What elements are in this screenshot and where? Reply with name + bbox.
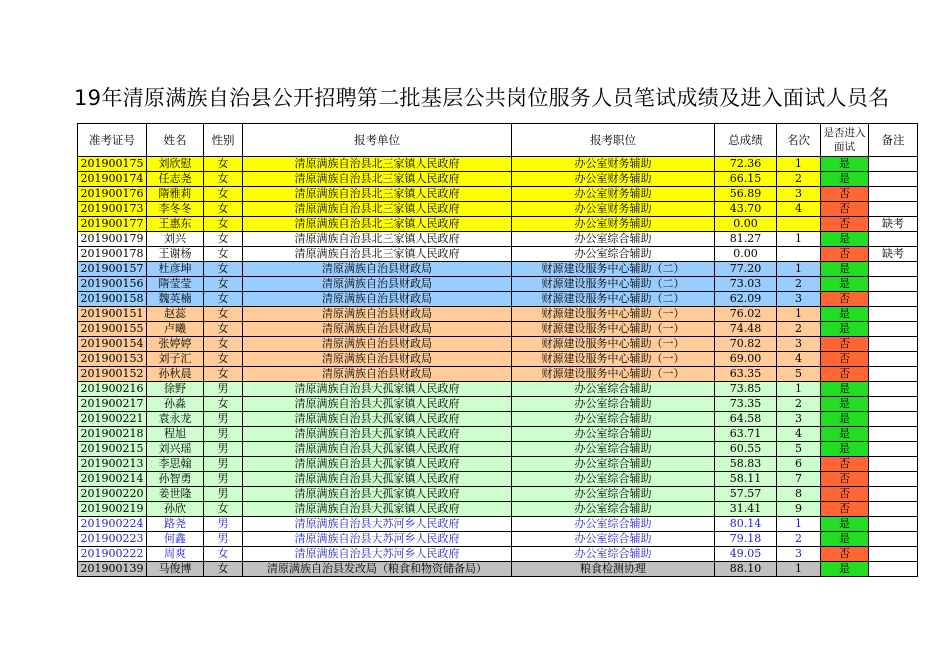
cell-unit: 清原满族自治县大孤家镇人民政府 (243, 382, 512, 397)
cell-rank: 1 (777, 517, 821, 532)
table-row (78, 412, 918, 427)
header-position: 报考职位 (512, 124, 715, 157)
cell-position: 办公室财务辅助 (512, 172, 715, 187)
cell-unit: 清原满族自治县大孤家镇人民政府 (243, 457, 512, 472)
cell-id: 201900173 (78, 202, 147, 217)
cell-unit: 清原满族自治县大苏河乡人民政府 (243, 517, 512, 532)
cell-rank: 4 (777, 202, 821, 217)
cell-score: 81.27 (715, 232, 777, 247)
cell-id: 201900213 (78, 457, 147, 472)
cell-score: 0.00 (715, 247, 777, 262)
cell-interview: 否 (821, 547, 869, 562)
cell-position: 办公室综合辅助 (512, 547, 715, 562)
cell-id: 201900155 (78, 322, 147, 337)
cell-gender: 女 (204, 157, 243, 172)
header-id: 准考证号 (78, 124, 147, 157)
cell-note (869, 262, 918, 277)
cell-gender: 男 (204, 517, 243, 532)
cell-note (869, 187, 918, 202)
table-row (78, 322, 918, 337)
cell-note (869, 547, 918, 562)
cell-interview: 是 (821, 517, 869, 532)
cell-note (869, 517, 918, 532)
table-row (78, 397, 918, 412)
cell-name: 李冬冬 (147, 202, 204, 217)
cell-score: 58.83 (715, 457, 777, 472)
cell-id: 201900220 (78, 487, 147, 502)
cell-name: 徐野 (147, 382, 204, 397)
cell-position: 办公室综合辅助 (512, 397, 715, 412)
cell-rank: 4 (777, 427, 821, 442)
cell-gender: 女 (204, 202, 243, 217)
cell-note (869, 352, 918, 367)
cell-unit: 清原满族自治县大孤家镇人民政府 (243, 397, 512, 412)
cell-interview: 否 (821, 187, 869, 202)
cell-score: 80.14 (715, 517, 777, 532)
cell-name: 赵蕊 (147, 307, 204, 322)
cell-note (869, 442, 918, 457)
table-row (78, 547, 918, 562)
table-row (78, 457, 918, 472)
cell-score: 60.55 (715, 442, 777, 457)
cell-rank: 2 (777, 277, 821, 292)
cell-gender: 女 (204, 247, 243, 262)
cell-unit: 清原满族自治县财政局 (243, 367, 512, 382)
cell-interview: 否 (821, 457, 869, 472)
cell-unit: 清原满族自治县北三家镇人民政府 (243, 232, 512, 247)
cell-interview: 否 (821, 502, 869, 517)
cell-position: 办公室财务辅助 (512, 157, 715, 172)
cell-score: 64.58 (715, 412, 777, 427)
cell-rank: 2 (777, 322, 821, 337)
cell-interview: 否 (821, 352, 869, 367)
cell-interview: 是 (821, 382, 869, 397)
cell-position: 办公室综合辅助 (512, 427, 715, 442)
cell-gender: 男 (204, 532, 243, 547)
cell-gender: 男 (204, 382, 243, 397)
cell-position: 财源建设服务中心辅助（一） (512, 307, 715, 322)
cell-name: 刘兴 (147, 232, 204, 247)
cell-name: 周爽 (147, 547, 204, 562)
cell-interview: 是 (821, 307, 869, 322)
cell-score: 69.00 (715, 352, 777, 367)
cell-unit: 清原满族自治县大孤家镇人民政府 (243, 472, 512, 487)
cell-score: 43.70 (715, 202, 777, 217)
cell-name: 何鑫 (147, 532, 204, 547)
cell-id: 201900156 (78, 277, 147, 292)
cell-id: 201900157 (78, 262, 147, 277)
cell-score: 79.18 (715, 532, 777, 547)
cell-rank: 1 (777, 232, 821, 247)
cell-gender: 男 (204, 442, 243, 457)
cell-position: 办公室综合辅助 (512, 412, 715, 427)
cell-unit: 清原满族自治县大苏河乡人民政府 (243, 532, 512, 547)
cell-rank: 2 (777, 532, 821, 547)
cell-gender: 女 (204, 277, 243, 292)
cell-note (869, 292, 918, 307)
header-name: 姓名 (147, 124, 204, 157)
cell-interview: 否 (821, 367, 869, 382)
header-score: 总成绩 (715, 124, 777, 157)
table-row (78, 367, 918, 382)
cell-score: 63.71 (715, 427, 777, 442)
cell-rank: 3 (777, 292, 821, 307)
cell-gender: 女 (204, 547, 243, 562)
cell-interview: 是 (821, 157, 869, 172)
cell-rank: 7 (777, 472, 821, 487)
cell-position: 办公室综合辅助 (512, 442, 715, 457)
table-row (78, 217, 918, 232)
table-row (78, 472, 918, 487)
cell-rank: 3 (777, 547, 821, 562)
table-row (78, 442, 918, 457)
cell-gender: 女 (204, 502, 243, 517)
cell-interview: 是 (821, 562, 869, 577)
cell-unit: 清原满族自治县大苏河乡人民政府 (243, 547, 512, 562)
cell-interview: 是 (821, 427, 869, 442)
cell-score: 73.85 (715, 382, 777, 397)
cell-note (869, 397, 918, 412)
cell-position: 粮食检测协理 (512, 562, 715, 577)
cell-interview: 是 (821, 412, 869, 427)
cell-name: 李思翰 (147, 457, 204, 472)
cell-name: 隋莹莹 (147, 277, 204, 292)
cell-name: 程旭 (147, 427, 204, 442)
cell-note (869, 472, 918, 487)
cell-rank: 2 (777, 172, 821, 187)
cell-interview: 是 (821, 172, 869, 187)
cell-gender: 女 (204, 307, 243, 322)
cell-gender: 女 (204, 367, 243, 382)
cell-id: 201900177 (78, 217, 147, 232)
cell-name: 路尧 (147, 517, 204, 532)
cell-note (869, 277, 918, 292)
cell-position: 财源建设服务中心辅助（一） (512, 352, 715, 367)
cell-interview: 否 (821, 337, 869, 352)
table-row (78, 292, 918, 307)
cell-name: 孙智勇 (147, 472, 204, 487)
cell-id: 201900221 (78, 412, 147, 427)
cell-score: 74.48 (715, 322, 777, 337)
cell-name: 姜世隆 (147, 487, 204, 502)
cell-position: 办公室综合辅助 (512, 457, 715, 472)
cell-interview: 否 (821, 202, 869, 217)
cell-rank: 5 (777, 367, 821, 382)
cell-name: 王谢杨 (147, 247, 204, 262)
cell-unit: 清原满族自治县大孤家镇人民政府 (243, 427, 512, 442)
cell-gender: 男 (204, 427, 243, 442)
cell-position: 办公室综合辅助 (512, 502, 715, 517)
cell-score: 58.11 (715, 472, 777, 487)
header-rank: 名次 (777, 124, 821, 157)
cell-interview: 是 (821, 532, 869, 547)
cell-position: 办公室综合辅助 (512, 382, 715, 397)
cell-rank: 3 (777, 187, 821, 202)
cell-note (869, 367, 918, 382)
cell-note (869, 157, 918, 172)
cell-gender: 女 (204, 322, 243, 337)
cell-gender: 男 (204, 412, 243, 427)
cell-note (869, 562, 918, 577)
cell-note: 缺考 (869, 247, 918, 262)
cell-name: 孙淼 (147, 397, 204, 412)
table-row (78, 337, 918, 352)
cell-gender: 男 (204, 457, 243, 472)
table-row (78, 352, 918, 367)
cell-unit: 清原满族自治县财政局 (243, 262, 512, 277)
cell-name: 袁永龙 (147, 412, 204, 427)
cell-unit: 清原满族自治县北三家镇人民政府 (243, 217, 512, 232)
cell-note (869, 202, 918, 217)
cell-id: 201900179 (78, 232, 147, 247)
cell-rank (777, 217, 821, 232)
cell-name: 魏英楠 (147, 292, 204, 307)
cell-note (869, 487, 918, 502)
table-row (78, 427, 918, 442)
cell-note: 缺考 (869, 217, 918, 232)
cell-id: 201900139 (78, 562, 147, 577)
cell-name: 任志尧 (147, 172, 204, 187)
cell-interview: 否 (821, 247, 869, 262)
cell-note (869, 337, 918, 352)
cell-score: 0.00 (715, 217, 777, 232)
cell-name: 隋雅莉 (147, 187, 204, 202)
cell-gender: 女 (204, 262, 243, 277)
cell-gender: 男 (204, 472, 243, 487)
cell-id: 201900153 (78, 352, 147, 367)
cell-unit: 清原满族自治县发改局（粮食和物资储备局） (243, 562, 512, 577)
cell-unit: 清原满族自治县北三家镇人民政府 (243, 187, 512, 202)
cell-unit: 清原满族自治县北三家镇人民政府 (243, 157, 512, 172)
cell-position: 财源建设服务中心辅助（一） (512, 322, 715, 337)
cell-gender: 女 (204, 172, 243, 187)
cell-rank: 4 (777, 352, 821, 367)
cell-interview: 是 (821, 277, 869, 292)
cell-note (869, 232, 918, 247)
cell-position: 财源建设服务中心辅助（二） (512, 292, 715, 307)
cell-score: 49.05 (715, 547, 777, 562)
table-row (78, 202, 918, 217)
cell-unit: 清原满族自治县财政局 (243, 292, 512, 307)
cell-interview: 是 (821, 442, 869, 457)
cell-name: 刘欣慰 (147, 157, 204, 172)
cell-rank: 1 (777, 262, 821, 277)
cell-interview: 否 (821, 487, 869, 502)
cell-position: 办公室综合辅助 (512, 472, 715, 487)
cell-rank: 2 (777, 397, 821, 412)
cell-position: 财源建设服务中心辅助（一） (512, 367, 715, 382)
cell-unit: 清原满族自治县大孤家镇人民政府 (243, 487, 512, 502)
cell-note (869, 502, 918, 517)
cell-interview: 是 (821, 397, 869, 412)
cell-score: 70.82 (715, 337, 777, 352)
cell-interview: 是 (821, 232, 869, 247)
cell-score: 88.10 (715, 562, 777, 577)
table-row (78, 232, 918, 247)
table-row (78, 517, 918, 532)
cell-id: 201900219 (78, 502, 147, 517)
cell-rank: 3 (777, 412, 821, 427)
cell-position: 办公室财务辅助 (512, 187, 715, 202)
cell-name: 王惠东 (147, 217, 204, 232)
cell-rank (777, 247, 821, 262)
cell-unit: 清原满族自治县北三家镇人民政府 (243, 202, 512, 217)
cell-unit: 清原满族自治县大孤家镇人民政府 (243, 502, 512, 517)
cell-rank: 8 (777, 487, 821, 502)
cell-note (869, 427, 918, 442)
table-row (78, 262, 918, 277)
cell-rank: 3 (777, 337, 821, 352)
cell-unit: 清原满族自治县大孤家镇人民政府 (243, 412, 512, 427)
table-row (78, 247, 918, 262)
cell-id: 201900224 (78, 517, 147, 532)
cell-interview: 否 (821, 472, 869, 487)
cell-rank: 1 (777, 562, 821, 577)
cell-score: 57.57 (715, 487, 777, 502)
cell-rank: 9 (777, 502, 821, 517)
cell-score: 73.03 (715, 277, 777, 292)
cell-name: 刘兴瑶 (147, 442, 204, 457)
cell-score: 62.09 (715, 292, 777, 307)
table-row (78, 157, 918, 172)
cell-position: 办公室综合辅助 (512, 247, 715, 262)
cell-unit: 清原满族自治县北三家镇人民政府 (243, 172, 512, 187)
cell-note (869, 382, 918, 397)
cell-id: 201900214 (78, 472, 147, 487)
table-row (78, 487, 918, 502)
cell-interview: 是 (821, 262, 869, 277)
page-title: 19年清原满族自治县公开招聘第二批基层公共岗位服务人员笔试成绩及进入面试人员名 (74, 86, 890, 110)
cell-score: 73.35 (715, 397, 777, 412)
cell-unit: 清原满族自治县财政局 (243, 277, 512, 292)
cell-score: 56.89 (715, 187, 777, 202)
cell-id: 201900217 (78, 397, 147, 412)
cell-id: 201900176 (78, 187, 147, 202)
cell-interview: 是 (821, 322, 869, 337)
cell-note (869, 457, 918, 472)
header-interview: 是否进入面试 (821, 124, 869, 157)
table-row (78, 277, 918, 292)
table-row (78, 562, 918, 577)
cell-rank: 6 (777, 457, 821, 472)
cell-note (869, 307, 918, 322)
header-gender: 性别 (204, 124, 243, 157)
table-row (78, 187, 918, 202)
cell-id: 201900216 (78, 382, 147, 397)
cell-position: 办公室综合辅助 (512, 532, 715, 547)
cell-note (869, 412, 918, 427)
cell-name: 马俊博 (147, 562, 204, 577)
cell-note (869, 322, 918, 337)
table-row (78, 307, 918, 322)
cell-gender: 女 (204, 292, 243, 307)
cell-rank: 1 (777, 157, 821, 172)
cell-unit: 清原满族自治县财政局 (243, 322, 512, 337)
cell-id: 201900218 (78, 427, 147, 442)
cell-position: 办公室综合辅助 (512, 487, 715, 502)
cell-rank: 1 (777, 382, 821, 397)
cell-unit: 清原满族自治县财政局 (243, 352, 512, 367)
cell-id: 201900215 (78, 442, 147, 457)
cell-id: 201900158 (78, 292, 147, 307)
cell-id: 201900222 (78, 547, 147, 562)
table-row (78, 172, 918, 187)
cell-gender: 女 (204, 232, 243, 247)
cell-gender: 女 (204, 337, 243, 352)
cell-note (869, 172, 918, 187)
cell-rank: 5 (777, 442, 821, 457)
cell-id: 201900174 (78, 172, 147, 187)
results-table (77, 123, 918, 577)
cell-name: 杜彦坤 (147, 262, 204, 277)
cell-position: 办公室财务辅助 (512, 202, 715, 217)
cell-gender: 女 (204, 562, 243, 577)
cell-score: 77.20 (715, 262, 777, 277)
cell-rank: 1 (777, 307, 821, 322)
cell-position: 办公室综合辅助 (512, 232, 715, 247)
cell-gender: 女 (204, 397, 243, 412)
cell-score: 66.15 (715, 172, 777, 187)
cell-unit: 清原满族自治县大孤家镇人民政府 (243, 442, 512, 457)
cell-name: 孙秋晨 (147, 367, 204, 382)
cell-name: 卢曦 (147, 322, 204, 337)
table-row (78, 382, 918, 397)
table-row (78, 532, 918, 547)
cell-position: 办公室财务辅助 (512, 217, 715, 232)
header-note: 备注 (869, 124, 918, 157)
cell-name: 张婷婷 (147, 337, 204, 352)
cell-id: 201900154 (78, 337, 147, 352)
cell-name: 孙欣 (147, 502, 204, 517)
cell-gender: 女 (204, 187, 243, 202)
cell-position: 财源建设服务中心辅助（二） (512, 262, 715, 277)
cell-gender: 男 (204, 487, 243, 502)
cell-unit: 清原满族自治县财政局 (243, 337, 512, 352)
cell-note (869, 532, 918, 547)
cell-score: 63.35 (715, 367, 777, 382)
cell-id: 201900223 (78, 532, 147, 547)
table-body (78, 157, 918, 577)
cell-unit: 清原满族自治县财政局 (243, 307, 512, 322)
header-unit: 报考单位 (243, 124, 512, 157)
cell-position: 财源建设服务中心辅助（一） (512, 337, 715, 352)
cell-id: 201900151 (78, 307, 147, 322)
cell-id: 201900152 (78, 367, 147, 382)
cell-id: 201900178 (78, 247, 147, 262)
cell-unit: 清原满族自治县北三家镇人民政府 (243, 247, 512, 262)
cell-score: 76.02 (715, 307, 777, 322)
table-row (78, 502, 918, 517)
cell-gender: 女 (204, 217, 243, 232)
cell-id: 201900175 (78, 157, 147, 172)
cell-position: 办公室综合辅助 (512, 517, 715, 532)
cell-gender: 女 (204, 352, 243, 367)
cell-interview: 否 (821, 217, 869, 232)
cell-score: 31.41 (715, 502, 777, 517)
cell-position: 财源建设服务中心辅助（二） (512, 277, 715, 292)
cell-name: 刘子汇 (147, 352, 204, 367)
table-header-row (78, 124, 918, 157)
cell-interview: 否 (821, 292, 869, 307)
cell-score: 72.36 (715, 157, 777, 172)
